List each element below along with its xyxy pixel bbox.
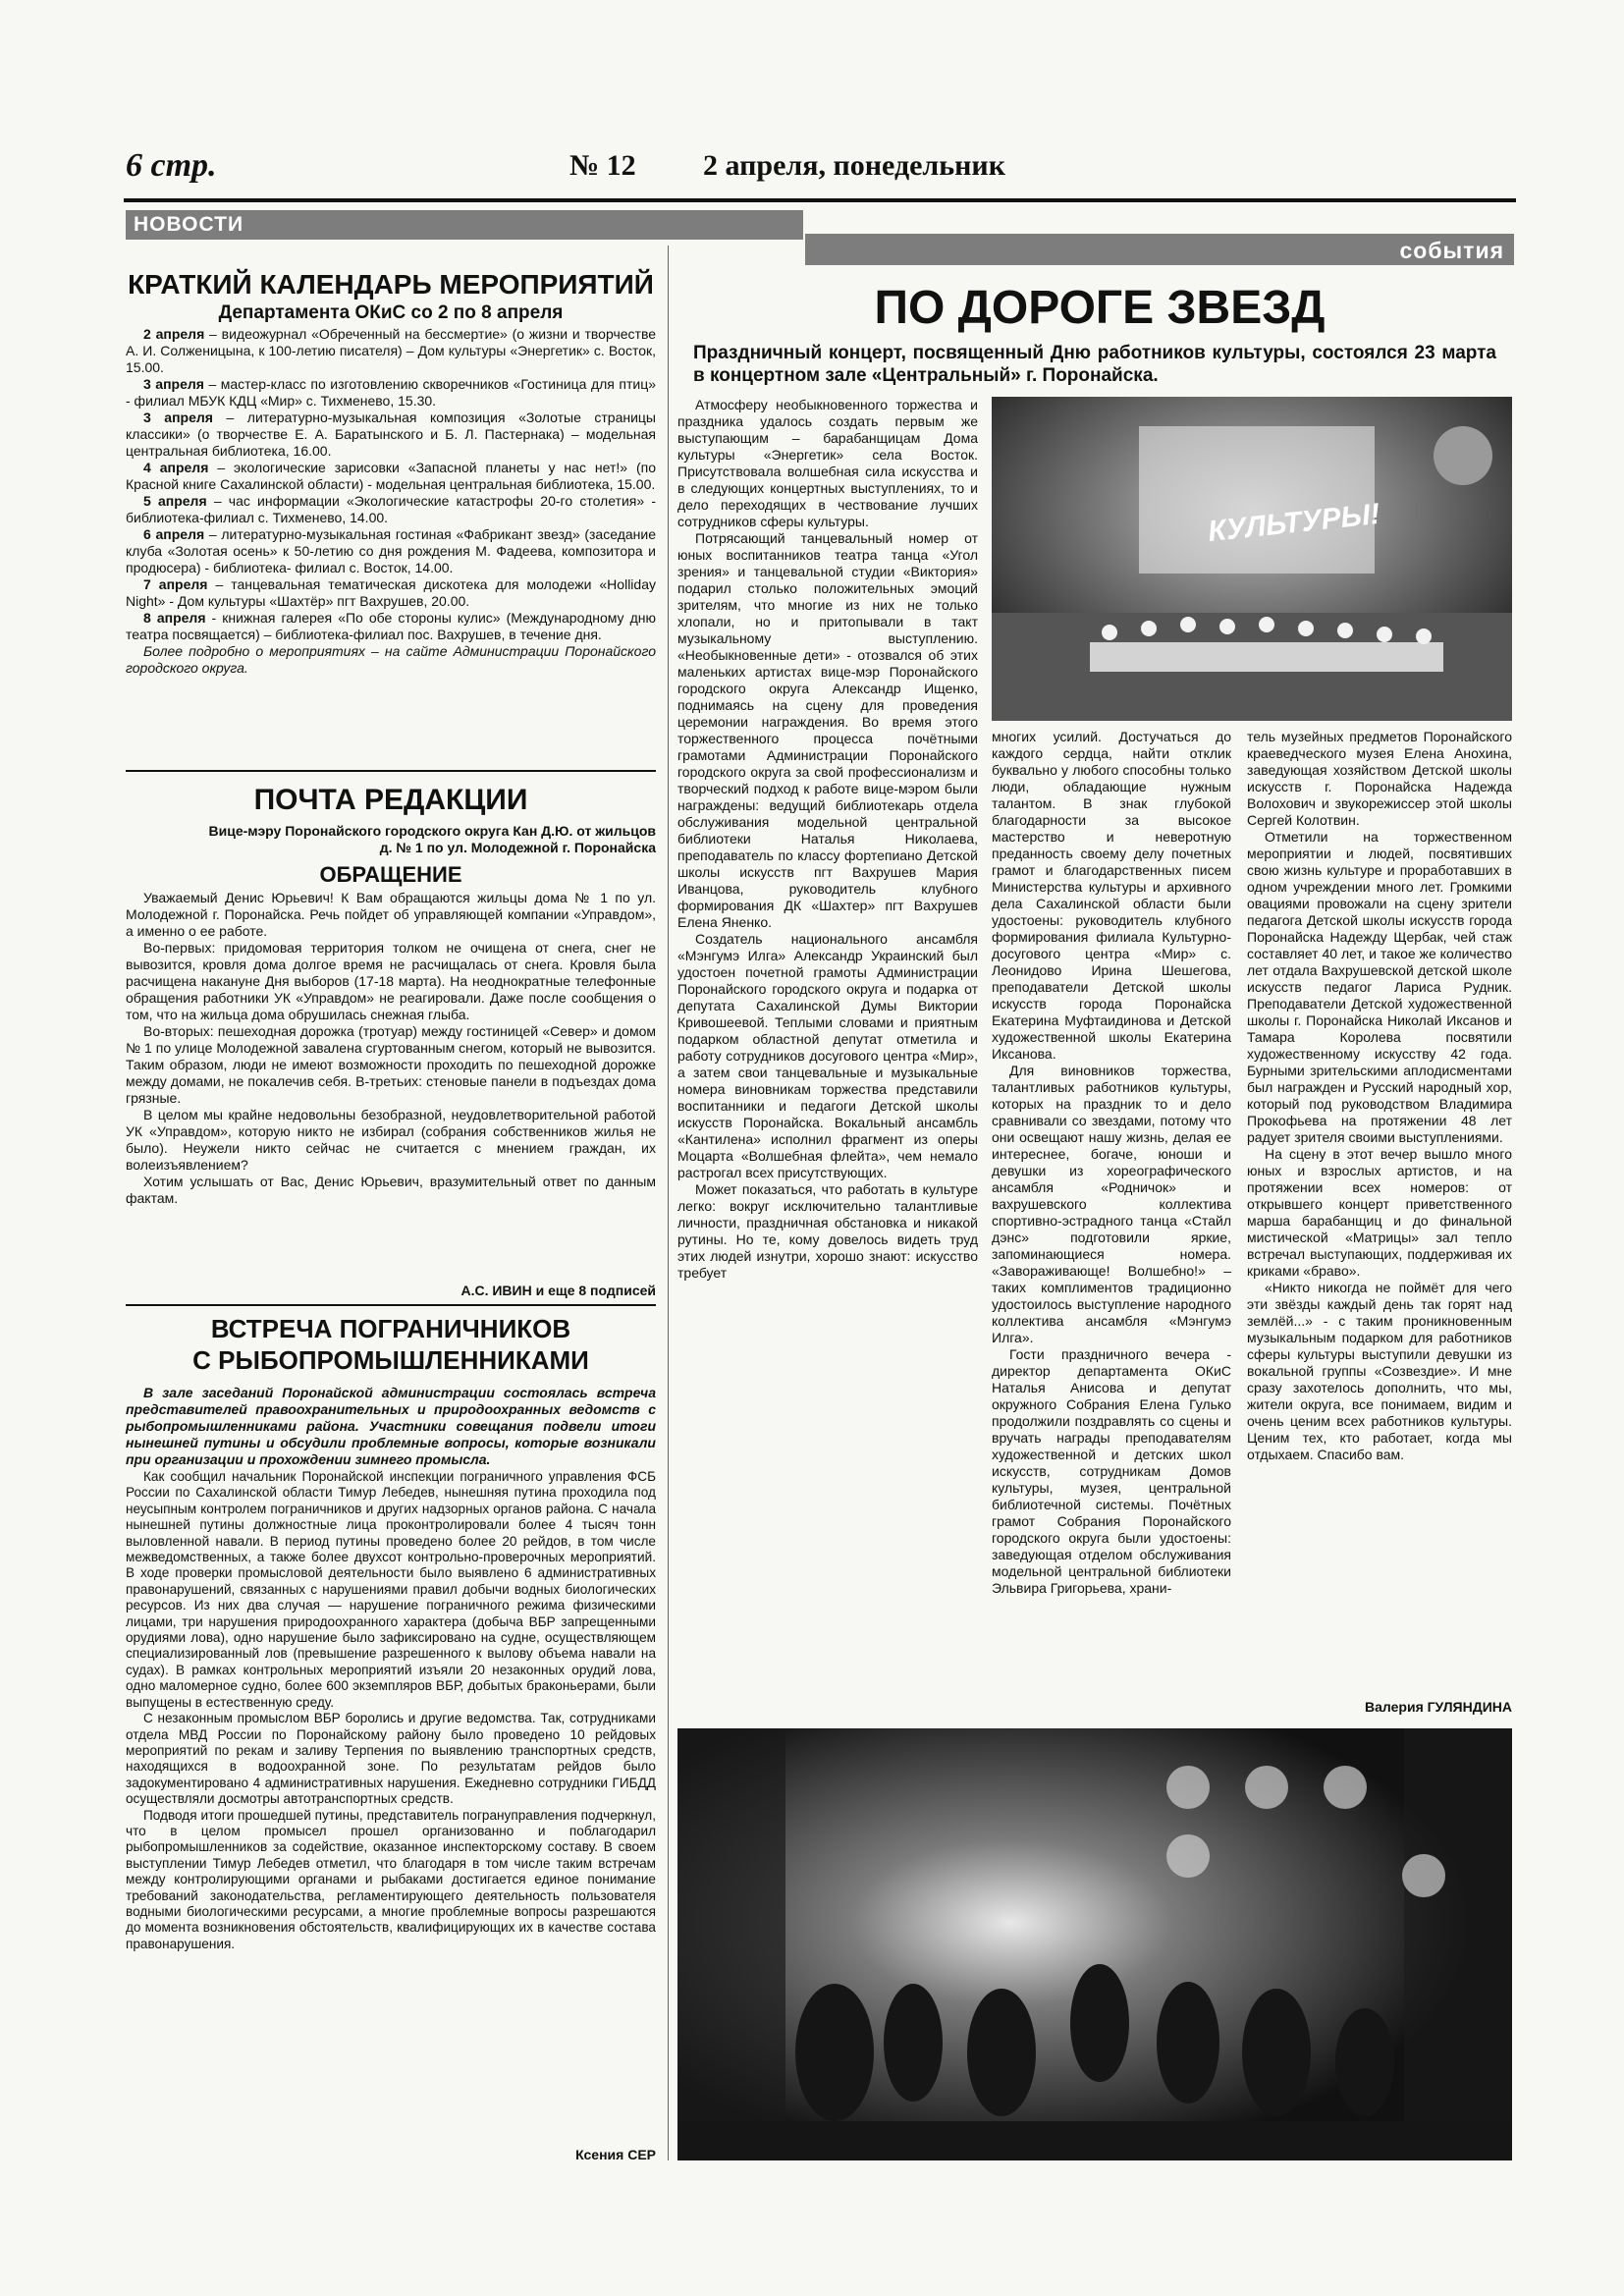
border-lead: В зале заседаний Поронайской администрации состоялась встреча представителей правоохранительных и природоохранных ведомств с рыбопромышленниками района. Участники совещания подвели итоги нынешней путины и обсудили проблемные вопросы, которые возникали при организации и прохождении зимнего промысла.: [126, 1385, 656, 1467]
header-rule: [124, 198, 1516, 202]
calendar-title: КРАТКИЙ КАЛЕНДАРЬ МЕРОПРИЯТИЙ: [128, 269, 654, 300]
calendar-text: – литературно-музыкальная гостиная «Фабрикант звезд» (заседание клуба «Золотая осень» к 50-летию со дня рождения М. Фадеева, композитора и продюсера) - библиотека- филиал с. Восток, 14.00.: [126, 526, 656, 575]
concert-paragraph: многих усилий. Достучаться до каждого сердца, найти отклик буквально у любого способны только люди, обладающие нужным талантом. В знак глубокой благодарности за высокое мастерство и неверотную преданность своему делу почетных грамот и благодарственных писем Министерства культуры и архивного дела Сахалинской области были удостоены: руководитель клубного формирования филиала Культурно-досугового центра «Мир» с. Леонидово Ирина Шешегова, преподаватели Детской школы искусств города Поронайска Екатерина Муфтаидинова и Детской художественной школы Екатерина Иксанова.: [992, 729, 1231, 1062]
section-bar-events: [805, 234, 1514, 265]
photo-stage-dancers: [992, 397, 1512, 721]
concert-column-1: [677, 397, 978, 1282]
concert-signature: Валерия ГУЛЯНДИНА: [1365, 1699, 1512, 1715]
concert-paragraph: тель музейных предметов Поронайского краеведческого музея Елена Анохина, заведующая хозяйством Детской школы искусств г. Поронайска Надежда Волохович и звукорежиссер этой школы Сергей Колотвин.: [1247, 729, 1512, 828]
border-signature: Ксения СЕР: [575, 2147, 656, 2162]
section-label-news: НОВОСТИ: [134, 213, 244, 236]
concert-paragraph: Гости праздничного вечера - директор департамента ОКиС Наталья Анисова и депутат окружного Собрания Елена Гулько продолжили поздравлять со сцены и вручать награды преподавателям художественной и детских школ искусств, сотрудникам Домов культуры, музея, центральной библиотечной системы. Почётных грамот Собрания Поронайского городского округа были удостоены: заведующая отделом обслуживания модельной центральной библиотеки Эльвира Григорьева, храни-: [992, 1346, 1231, 1596]
column-divider: [668, 246, 669, 2160]
calendar-date: 4 апреля: [143, 460, 209, 475]
calendar-text: - книжная галерея «По обе стороны кулис» (Международному дню театра посвящается) – библиотека-филиал пос. Вахрушев, в течение дня.: [126, 610, 656, 642]
mail-body: [126, 890, 656, 1207]
concert-title: ПО ДОРОГЕ ЗВЕЗД: [874, 282, 1326, 334]
mail-paragraph: Хотим услышать от Вас, Денис Юрьевич, вразумительный ответ по данным фактам.: [126, 1174, 656, 1206]
issue-date: 2 апреля, понедельник: [703, 149, 1005, 182]
mail-paragraph: Во-первых: придомовая территория толком не очищена от снега, снег не вывозится, кровля дома долгое время не расчищалась от снега. Кровля была расчищена накануне Дня выборов (17-18 марта). На неоднократные телефонные обращения работники УК «Управдом» не реагировали. Даже после сообщения о том, что на жильца дома обрушилась снежная глыба.: [126, 940, 656, 1022]
calendar-subtitle: Департамента ОКиС со 2 по 8 апреля: [218, 302, 564, 323]
mail-paragraph: В целом мы крайне недовольны безобразной, неудовлетворительной работой УК «Управдом», которую никто не избирал (собрания собственников жилья не было). Неужели никто сейчас не считается с мнением граждан, их волеизъявлением?: [126, 1107, 656, 1173]
calendar-date: 5 апреля: [143, 493, 207, 509]
calendar-text: – экологические зарисовки «Запасной планеты у нас нет!» (по Красной книге Сахалинской области) - модельная центральная библиотека, 15.00.: [126, 460, 656, 492]
mail-paragraph: Во-вторых: пешеходная дорожка (тротуар) между гостиницей «Север» и домом № 1 по улице Молодежной завалена сгуртованным снегом, который не вывозится. Таким образом, люди не имеют возможности проходить по пешеходной дорожке между домами, не покалечив себя. В-третьих: стеновые панели в подъездах дома грязные.: [126, 1023, 656, 1106]
concert-paragraph: Потрясающий танцевальный номер от юных воспитанников театра танца «Угол зрения» и танцевальной студии «Виктория» подарил столько положительных эмоций зрителям, что многие из них не только хлопали, но и притопывали в такт музыкальному выступлению. «Необыкновенные дети» - отозвался об этих маленьких артистах вице-мэр Поронайского городского округа Александр Ищенко, поднимаясь на сцену для проведения церемонии награждения. Во время этого торжественного процесса почётными грамотами Администрации Поронайского городского округа за свой профессионализм и творческий подход к работе вице-мэром были награждены: ведущий библиотекарь отдела обслуживания модельной центральной библиотеки Наталья Николаева, преподаватель по классу фортепиано Детской школы искусств пгт Вахрушев Мария Иванцова, руководитель клубного формирования ДК «Шахтер» пгт Вахрушев Елена Яненко.: [677, 530, 978, 930]
concert-paragraph: «Никто никогда не поймёт для чего эти звёзды каждый день так горят над землёй...» - с таким проникновенным музыкальным подарком для работников сферы культуры выступили девушки из вокальной группы «Созвездие». И мне сразу захотелось дополнить, что мы, жители округа, все понимаем, видим и очень ценим всех работников культуры. Ценим тех, кто работает, когда мы отдыхаем. Спасибо вам.: [1247, 1280, 1512, 1462]
photo-banner-text: КУЛЬТУРЫ!: [1206, 497, 1382, 549]
border-paragraph: Как сообщил начальник Поронайской инспекции пограничного управления ФСБ России по Сахалинской области Тимур Лебедев, нынешняя путина проходила под неусыпным контролем пограничников и других надзорных органов района. С начала нынешней путины должностные лица проконтролировали более 4 тысяч тонн выловленной навали. В период путины проведено более 20 рейдов, в том числе межведомственных, а также более двухсот контрольно-проверочных мероприятий. В ходе проверки промысловой деятельности было выявлено 6 административных правонарушений, связанных с нарушениями правил добычи водных биологических ресурсов. Из них два случая — нарушение пограничного режима физическими лицами, три нарушения природоохранного характера (добыча ВБР запрещенными орудиями лова), одно нарушение было зафиксировано на судне, осуществляющем специализированный лов (превышение разрешенного к вылову объема навали на судах). В рамках контрольных мероприятий изъяли 20 незаконных орудий лова, одно маломерное судно, более 600 экземпляров ВБР, добытых браконьерами, были выпущены в естественную среду.: [126, 1469, 656, 1710]
border-title-line1: ВСТРЕЧА ПОГРАНИЧНИКОВ: [210, 1314, 571, 1343]
border-body: [126, 1469, 656, 1952]
calendar-text: – литературно-музыкальная композиция «Золотые страницы классики» (о творчестве Е. А. Баратынского и Б. Л. Пастернака) – модельная центральная библиотека, 16.00.: [126, 410, 656, 459]
concert-paragraph: Создатель национального ансамбля «Мэнгумэ Илга» Александр Украинский был удостоен почетной грамоты Администрации Поронайского городского округа и подарка от депутата Сахалинской Думы Виктории Кривошеевой. Теплыми словами и приятным подарком областной депутат отметила и работу сотрудников досугового центра «Мир», а затем свои танцевальные и музыкальные номера виновникам торжества представили воспитанники и педагоги Детской школы искусств Поронайска. Вокальный ансамбль «Кантилена» исполнил фрагмент из оперы Моцарта «Волшебная флейта», чем немало растрогал всех присутствующих.: [677, 931, 978, 1180]
section-bar-news: [126, 210, 803, 240]
mail-signature: А.С. ИВИН и еще 8 подписей: [460, 1283, 656, 1298]
calendar-text: – видеожурнал «Обреченный на бессмертие» (о жизни и творчестве А. И. Солженицына, к 100-летию писателя) – Дом культуры «Энергетик» с. Восток, 15.00.: [126, 326, 657, 375]
border-paragraph: С незаконным промыслом ВБР боролись и другие ведомства. Так, сотрудниками отдела МВД России по Поронайскому району было проведено 10 рейдовых мероприятий по рекам и заливу Терпения по выявлению транспортных средств, находящихся в водоохранной зоне. По результатам рейдов было задокументировано 4 административных нарушения. Ежедневно сотрудники ГИБДД осуществляли досмотры автотранспортных средств.: [126, 1711, 656, 1807]
calendar-date: 3 апреля: [143, 376, 204, 392]
border-title-line2: С РЫБОПРОМЫШЛЕННИКАМИ: [192, 1345, 589, 1375]
calendar-text: – танцевальная тематическая дискотека для молодежи «Holliday Night» - Дом культуры «Шахтёр» пгт Вахрушев, 20.00.: [126, 576, 656, 609]
concert-paragraph: Может показаться, что работать в культуре легко: вокруг исключительно талантливые личности, праздничная обстановка и никакой рутины. Но те, кому довелось видеть труд этих людей изнутри, хорошо знают: искусство требует: [677, 1181, 978, 1281]
calendar-text: – час информации «Экологические катастрофы 20-го столетия» - библиотека-филиал с. Тихменево, 14.00.: [126, 493, 656, 525]
divider: [126, 1304, 656, 1306]
divider: [126, 770, 656, 772]
concert-photo-bottom: [677, 1728, 1512, 2160]
mail-title: ПОЧТА РЕДАКЦИИ: [253, 784, 528, 816]
concert-column-2: [992, 729, 1231, 1597]
concert-paragraph: Атмосферу необыкновенного торжества и праздника удалось создать первым же выступающим – барабанщицам Дома культуры «Энергетик» села Восток. Присутствовала волшебная сила искусства и в следующих концертных выступлениях, то и дело переходящих в чествование лучших сотрудников сферы культуры.: [677, 397, 978, 529]
calendar-date: 8 апреля: [143, 610, 206, 626]
mail-heading: ОБРАЩЕНИЕ: [319, 862, 462, 887]
mail-paragraph: Уважаемый Денис Юрьевич! К Вам обращаются жильцы дома № 1 по ул. Молодежной г. Поронайска. Речь пойдет об управляющей компании «Управдом», а именно о ее работе.: [126, 890, 656, 939]
concert-photo-top: [992, 397, 1512, 721]
calendar-date: 6 апреля: [143, 526, 205, 542]
concert-paragraph: На сцену в этот вечер вышло много юных и взрослых артистов, и на протяжении всех номеров: от открывшего концерт приветственного марша барабанщиц и до финальной мистической «Матрицы» зал тепло встречал выступающих, поддерживая их криками «браво».: [1247, 1146, 1512, 1279]
calendar-date: 2 апреля: [143, 326, 205, 342]
issue-number: № 12: [569, 149, 636, 182]
concert-paragraph: Отметили на торжественном мероприятии и людей, посвятивших свою жизнь культуре и проработавших в одном учреждении много лет. Громкими овациями провожали на сцену зрители педагога Детской школы искусств города Поронайска Надежду Щербак, чей стаж составляет 40 лет, и такое же количество лет отдала Вахрушевской детской школе искусств педагог Лариса Рудник. Преподаватели Детской художественной школы г. Поронайска Николай Иксанов и Тамара Королева посвятили художественному искусству 42 года. Бурными зрительскими аплодисментами был награжден и Русский народный хор, который под руководством Владимира Прокофьева на протяжении 48 лет радует зрителя своими выступлениями.: [1247, 829, 1512, 1145]
concert-paragraph: Для виновников торжества, талантливых работников культуры, которых на праздник то и дело сравнивали со звездами, потому что они освещают нашу жизнь, делая ее интереснее, богаче, юноши и девушки из хореографического ансамбля «Родничок» и вахрушевского коллектива спортивно-эстрадного танца «Стайл дэнс» подготовили яркие, запоминающиеся номера. «Завораживающе! Волшебно!» – таких комплиментов традиционно удостоилось выступление народного коллектива ансамбля «Мэнгумэ Илга».: [992, 1063, 1231, 1345]
calendar-date: 3 апреля: [143, 410, 213, 425]
concert-column-3: [1247, 729, 1512, 1463]
mail-addressee: Вице-мэру Поронайского городского округа Кан Д.Ю. от жильцов д. № 1 по ул. Молодежной г. Поронайска: [208, 823, 656, 855]
section-label-events: события: [1399, 238, 1504, 263]
photo-stage-performance: [677, 1728, 1512, 2160]
calendar-footer: Более подробно о мероприятиях – на сайте Администрации Поронайского городского округа.: [126, 643, 656, 676]
calendar-text: – мастер-класс по изготовлению скворечников «Гостиница для птиц» - филиал МБУК КДЦ «Мир» с. Тихменево, 15.30.: [126, 376, 656, 409]
page-number: 6 стр.: [126, 147, 217, 184]
border-paragraph: Подводя итоги прошедшей путины, представитель погрануправления подчеркнул, что в целом промысел прошел организованно и поблагодарил рыбопромышленников за содействие, оказанное инспекторскому составу. В своем выступлении Тимур Лебедев отметил, что благодаря в том числе таким встречам между контролирующими органами и рыбаками достигается единое понимание требований законодательства, регламентирующего деятельность пользователя водными биологическими ресурсами, а многие проблемные вопросы разрешаются до момента возникновения обстоятельств, квалифицирующих их в качестве состава правонарушения.: [126, 1807, 656, 1951]
calendar-date: 7 апреля: [143, 576, 208, 592]
calendar-list: [126, 326, 656, 677]
concert-lead: Праздничный концерт, посвященный Дню работников культуры, состоялся 23 марта в концертном зале «Центральный» г. Поронайска.: [693, 343, 1496, 386]
